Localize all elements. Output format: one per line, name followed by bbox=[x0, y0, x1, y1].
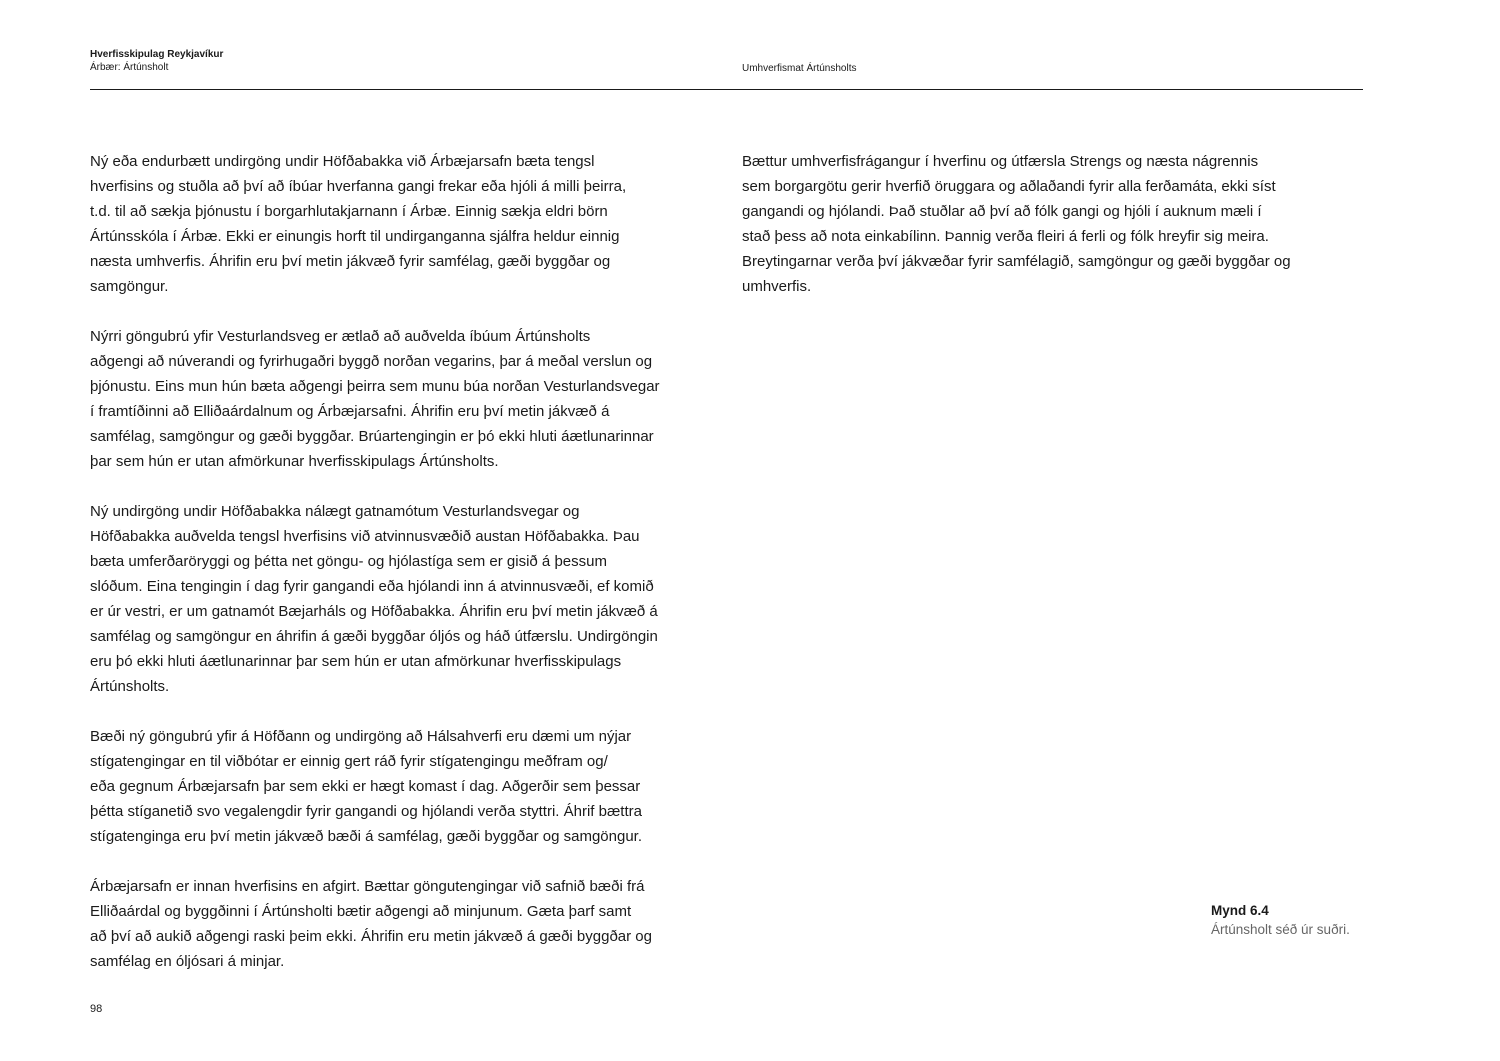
paragraph bbox=[90, 499, 660, 699]
figure-caption bbox=[1211, 901, 1350, 939]
text-line: Elliðaárdal og byggðinni í Ártúnsholti bætir aðgengi að minjunum. Gæta þarf samt bbox=[90, 903, 632, 920]
document-title: Hverfisskipulag Reykjavíkur bbox=[90, 49, 224, 60]
text-line: Ártúnsholts. bbox=[90, 678, 170, 695]
text-line: t.d. til að sækja þjónustu í borgarhlutakjarnann í Árbæ. Einnig sækja eldri börn bbox=[90, 203, 608, 220]
text-line: sem borgargötu gerir hverfið öruggara og aðlaðandi fyrir alla ferðamáta, ekki síst bbox=[742, 178, 1276, 195]
text-line: stað þess að nota einkabílinn. Þannig verða fleiri á ferli og fólk hreyfir sig meira. bbox=[742, 228, 1269, 245]
text-line: eða gegnum Árbæjarsafn þar sem ekki er hægt komast í dag. Aðgerðir sem þessar bbox=[90, 778, 641, 795]
text-line: þjónustu. Eins mun hún bæta aðgengi þeirra sem munu búa norðan Vesturlandsvegar bbox=[90, 378, 660, 395]
text-line: samfélag en óljósari á minjar. bbox=[90, 953, 285, 970]
text-line: Ný eða endurbætt undirgöng undir Höfðabakka við Árbæjarsafn bæta tengsl bbox=[90, 153, 595, 170]
text-line: slóðum. Eina tengingin í dag fyrir gangandi eða hjólandi inn á atvinnusvæði, ef komið bbox=[90, 578, 654, 595]
text-line: næsta umhverfis. Áhrifin eru því metin jákvæð fyrir samfélag, gæði byggðar og bbox=[90, 253, 611, 270]
document-subtitle: Árbær: Ártúnsholt bbox=[90, 62, 169, 73]
text-line: Ný undirgöng undir Höfðabakka nálægt gatnamótum Vesturlandsvegar og bbox=[90, 503, 580, 520]
paragraph bbox=[742, 149, 1291, 299]
right-column bbox=[742, 149, 1291, 324]
text-line: gangandi og hjólandi. Það stuðlar að því að fólk gangi og hjóli í auknum mæli í bbox=[742, 203, 1262, 220]
text-line: Bættur umhverfisfrágangur í hverfinu og útfærsla Strengs og næsta nágrennis bbox=[742, 153, 1259, 170]
text-line: Bæði ný göngubrú yfir á Höfðann og undirgöng að Hálsahverfi eru dæmi um nýjar bbox=[90, 728, 632, 745]
left-column bbox=[90, 149, 660, 999]
header-divider bbox=[90, 89, 1363, 90]
text-line: Árbæjarsafn er innan hverfisins en afgirt. Bættar göngutengingar við safnið bæði frá bbox=[90, 878, 645, 895]
text-line: eru þó ekki hluti áætlunarinnar þar sem hún er utan afmörkunar hverfisskipulags bbox=[90, 653, 622, 670]
text-line: samfélag og samgöngur en áhrifin á gæði byggðar óljós og háð útfærslu. Undirgöngin bbox=[90, 628, 658, 645]
text-line: Höfðabakka auðvelda tengsl hverfisins við atvinnusvæðið austan Höfðabakka. Þau bbox=[90, 528, 640, 545]
text-line: Breytingarnar verða því jákvæðar fyrir samfélagið, samgöngur og gæði byggðar og bbox=[742, 253, 1291, 270]
text-line: þar sem hún er utan afmörkunar hverfisskipulags Ártúnsholts. bbox=[90, 453, 499, 470]
figure-caption-text: Ártúnsholt séð úr suðri. bbox=[1211, 922, 1350, 937]
text-line: stígatenginga eru því metin jákvæð bæði á samfélag, gæði byggðar og samgöngur. bbox=[90, 828, 642, 845]
text-line: að því að aukið aðgengi raski þeim ekki. Áhrifin eru metin jákvæð á gæði byggðar og bbox=[90, 928, 652, 945]
text-line: þétta stíganetið svo vegalengdir fyrir gangandi og hjólandi verða styttri. Áhrif bættra bbox=[90, 803, 642, 820]
text-line: samfélag, samgöngur og gæði byggðar. Brúartengingin er þó ekki hluti áætlunarinnar bbox=[90, 428, 654, 445]
paragraph bbox=[90, 149, 660, 299]
text-line: í framtíðinni að Elliðaárdalnum og Árbæjarsafni. Áhrifin eru því metin jákvæð á bbox=[90, 403, 610, 420]
text-line: stígatengingar en til viðbótar er einnig gert ráð fyrir stígatengingu meðfram og/ bbox=[90, 753, 608, 770]
text-line: umhverfis. bbox=[742, 278, 812, 295]
text-line: Nýrri göngubrú yfir Vesturlandsveg er ætlað að auðvelda íbúum Ártúnsholts bbox=[90, 328, 591, 345]
text-line: samgöngur. bbox=[90, 278, 169, 295]
text-line: aðgengi að núverandi og fyrirhugaðri byggð norðan vegarins, þar á meðal verslun og bbox=[90, 353, 653, 370]
text-line: Ártúnsskóla í Árbæ. Ekki er einungis horft til undirganganna sjálfra heldur einnig bbox=[90, 228, 620, 245]
page-number: 98 bbox=[90, 1003, 103, 1015]
section-title: Umhverfismat Ártúnsholts bbox=[742, 63, 857, 74]
text-line: bæta umferðaröryggi og þétta net göngu- og hjólastíga sem er gisið á þessum bbox=[90, 553, 607, 570]
paragraph bbox=[90, 324, 660, 474]
text-line: hverfisins og stuðla að því að íbúar hverfanna gangi frekar eða hjóli á milli þeirra, bbox=[90, 178, 627, 195]
paragraph bbox=[90, 724, 660, 849]
paragraph bbox=[90, 874, 660, 974]
figure-number: Mynd 6.4 bbox=[1211, 903, 1269, 918]
text-line: er úr vestri, er um gatnamót Bæjarháls og Höfðabakka. Áhrifin eru því metin jákvæð á bbox=[90, 603, 658, 620]
